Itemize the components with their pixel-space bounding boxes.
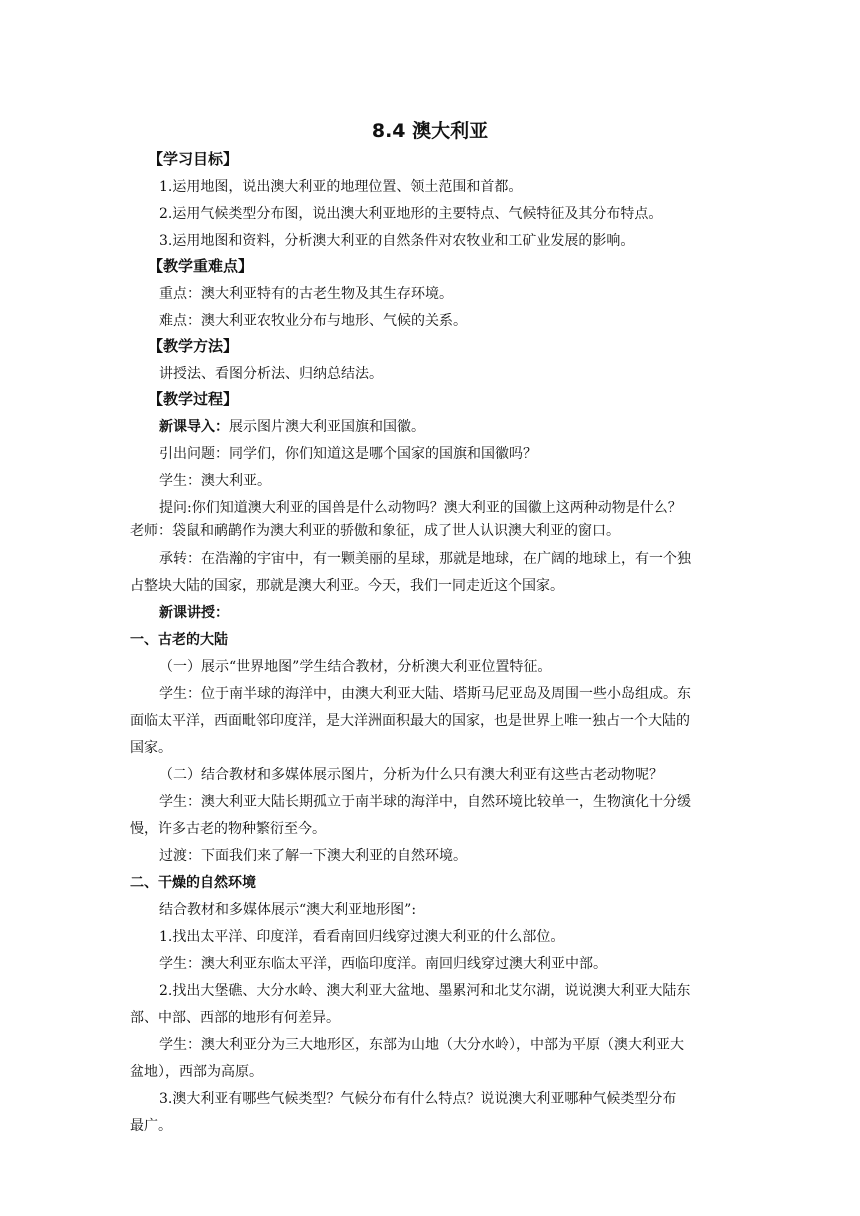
goal-3: 3.运用地图和资料，分析澳大利亚的自然条件对农牧业和工矿业发展的影响。	[159, 233, 635, 249]
process-heading: 【教学过程】	[148, 390, 239, 408]
goal-2: 2.运用气候类型分布图，说出澳大利亚地形的主要特点、气候特征及其分布特点。	[159, 206, 663, 222]
paragraph: 2.找出大堡礁、大分水岭、澳大利亚大盆地、墨累河和北艾尔湖，说说澳大利亚大陆东	[159, 983, 691, 999]
paragraph: 学生：澳大利亚。	[159, 473, 271, 489]
paragraph: 过渡：下面我们来了解一下澳大利亚的自然环境。	[159, 848, 467, 864]
goals-heading: 【学习目标】	[148, 150, 239, 168]
paragraph: 学生：位于南半球的海洋中，由澳大利亚大陆、塔斯马尼亚岛及周围一些小岛组成。东	[159, 686, 691, 702]
paragraph: 学生：澳大利亚分为三大地形区，东部为山地（大分水岭），中部为平原（澳大利亚大	[159, 1037, 684, 1053]
paragraph: 提问:你们知道澳大利亚的国兽是什么动物吗？澳大利亚的国徽上这两种动物是什么？	[159, 500, 682, 516]
section-2-heading: 二、干燥的自然环境	[130, 875, 256, 891]
paragraph: 部、中部、西部的地形有何差异。	[130, 1010, 340, 1026]
paragraph: 结合教材和多媒体展示“澳大利亚地形图”:	[159, 902, 417, 918]
paragraph: 占整块大陆的国家，那就是澳大利亚。今天，我们一同走近这个国家。	[130, 578, 564, 594]
paragraph: 盆地），西部为高原。	[130, 1064, 263, 1080]
lecture-label: 新课讲授：	[159, 605, 229, 621]
paragraph: 承转：在浩瀚的宇宙中，有一颗美丽的星球，那就是地球，在广阔的地球上，有一个独	[159, 551, 691, 567]
paragraph: 学生：澳大利亚大陆长期孤立于南半球的海洋中，自然环境比较单一，生物演化十分缓	[159, 794, 691, 810]
intro-line	[159, 419, 759, 435]
intro-text: 展示图片澳大利亚国旗和国徽。	[229, 419, 425, 435]
paragraph: （二）结合教材和多媒体展示图片，分析为什么只有澳大利亚有这些古老动物呢？	[159, 767, 663, 783]
section-1-heading: 一、古老的大陆	[130, 632, 228, 648]
paragraph: 最广。	[130, 1118, 172, 1134]
key-point: 重点：澳大利亚特有的古老生物及其生存环境。	[159, 286, 453, 302]
intro-label: 新课导入：	[159, 419, 229, 435]
paragraph: 1.找出太平洋、印度洋，看看南回归线穿过澳大利亚的什么部位。	[159, 929, 565, 945]
methods-text: 讲授法、看图分析法、归纳总结法。	[159, 366, 383, 382]
paragraph: 3.澳大利亚有哪些气候类型？气候分布有什么特点？说说澳大利亚哪种气候类型分布	[159, 1091, 677, 1107]
paragraph: （一）展示“世界地图”学生结合教材，分析澳大利亚位置特征。	[159, 659, 552, 675]
paragraph: 面临太平洋，西面毗邻印度洋，是大洋洲面积最大的国家，也是世界上唯一独占一个大陆的	[130, 713, 690, 729]
paragraph: 慢，许多古老的物种繁衍至今。	[130, 821, 326, 837]
methods-heading: 【教学方法】	[148, 337, 239, 355]
paragraph: 国家。	[130, 740, 172, 756]
difficult-point: 难点：澳大利亚农牧业分布与地形、气候的关系。	[159, 313, 467, 329]
paragraph: 老师：袋鼠和鸸鹋作为澳大利亚的骄傲和象征，成了世人认识澳大利亚的窗口。	[130, 523, 620, 539]
paragraph: 学生：澳大利亚东临太平洋，西临印度洋。南回归线穿过澳大利亚中部。	[159, 956, 607, 972]
paragraph: 引出问题：同学们，你们知道这是哪个国家的国旗和国徽吗？	[159, 446, 537, 462]
page-title: 8.4 澳大利亚	[371, 120, 489, 142]
keypoints-heading: 【教学重难点】	[148, 257, 254, 275]
goal-1: 1.运用地图，说出澳大利亚的地理位置、领土范围和首都。	[159, 179, 523, 195]
